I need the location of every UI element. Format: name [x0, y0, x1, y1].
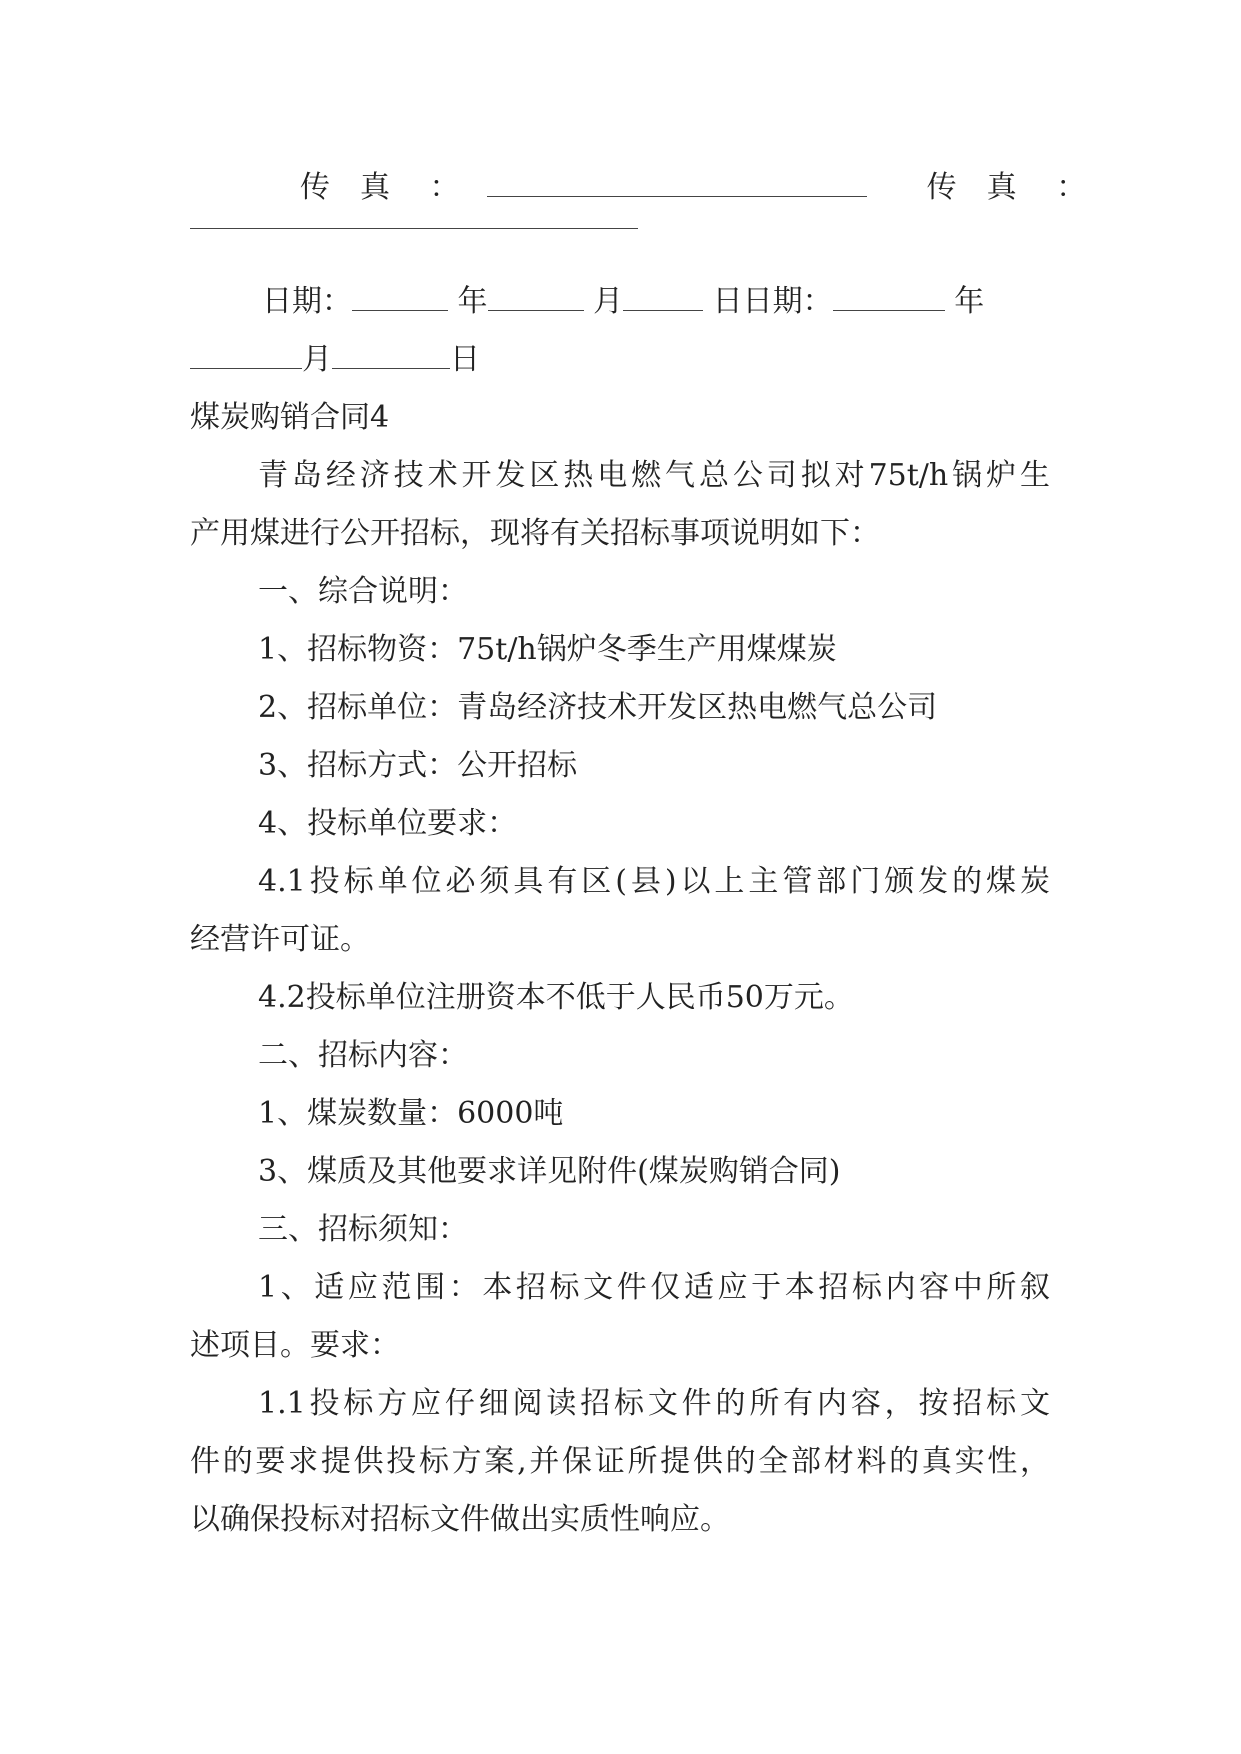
year-blank-1: [352, 282, 448, 311]
paragraph-line: 1.1投标方应仔细阅读招标文件的所有内容，按招标文: [258, 1386, 1050, 1421]
year-2: 年: [954, 284, 985, 319]
month-1: 月: [593, 284, 624, 319]
paragraph-line: 述项目。要求：: [190, 1328, 400, 1363]
year-1: 年: [457, 284, 488, 319]
fax-blank-1: [487, 168, 867, 197]
date-label-1: 日期：: [262, 284, 352, 319]
paragraph-line: 1、煤炭数量：6000吨: [258, 1096, 564, 1131]
date-line: [262, 282, 1052, 322]
paragraph-line: 3、招标方式：公开招标: [258, 748, 578, 783]
year-blank-2: [833, 282, 945, 311]
fax-colon-1: ：: [429, 170, 460, 205]
day-blank-1: [623, 282, 703, 311]
fax-blank-2: [190, 228, 638, 229]
day-2: 日: [450, 342, 480, 377]
paragraph-line: 1、适应范围：本招标文件仅适应于本招标内容中所叙: [258, 1270, 1050, 1305]
date-line-cont: [190, 340, 1050, 380]
paragraph-line: 以确保投标对招标文件做出实质性响应。: [190, 1502, 730, 1537]
paragraph-line: 二、招标内容：: [258, 1038, 468, 1073]
paragraph-line: 3、煤质及其他要求详见附件(煤炭购销合同): [258, 1154, 841, 1189]
fax-label-1: 传真: [300, 170, 420, 205]
day-1: 日: [712, 284, 743, 319]
paragraph-line: 4.2投标单位注册资本不低于人民币50万元。: [258, 980, 854, 1015]
paragraph-line: 1、招标物资：75t/h锅炉冬季生产用煤煤炭: [258, 632, 837, 667]
fax-label-2: 传真: [926, 170, 1047, 205]
paragraph-line: 件的要求提供投标方案,并保证所提供的全部材料的真实性，: [190, 1444, 1050, 1479]
paragraph-line: 一、综合说明：: [258, 574, 468, 609]
day-blank-2: [332, 340, 450, 369]
fax-colon-2: ：: [1056, 170, 1087, 205]
paragraph-line: 4.1投标单位必须具有区(县)以上主管部门颁发的煤炭: [258, 864, 1050, 899]
paragraph-line: 产用煤进行公开招标，现将有关招标事项说明如下：: [190, 516, 880, 551]
section-title: 煤炭购销合同4: [190, 400, 390, 435]
paragraph-line: 三、招标须知：: [258, 1212, 468, 1247]
fax-line: [300, 168, 1087, 208]
paragraph-line: 2、招标单位：青岛经济技术开发区热电燃气总公司: [258, 690, 938, 725]
date-label-2: 日期：: [742, 284, 833, 319]
paragraph-line: 4、投标单位要求：: [258, 806, 518, 841]
paragraph-line: 经营许可证。: [190, 922, 370, 957]
month-blank-2: [190, 340, 302, 369]
paragraph-line: 青岛经济技术开发区热电燃气总公司拟对75t/h锅炉生: [258, 458, 1050, 493]
month-2: 月: [302, 342, 332, 377]
month-blank-1: [488, 282, 584, 311]
